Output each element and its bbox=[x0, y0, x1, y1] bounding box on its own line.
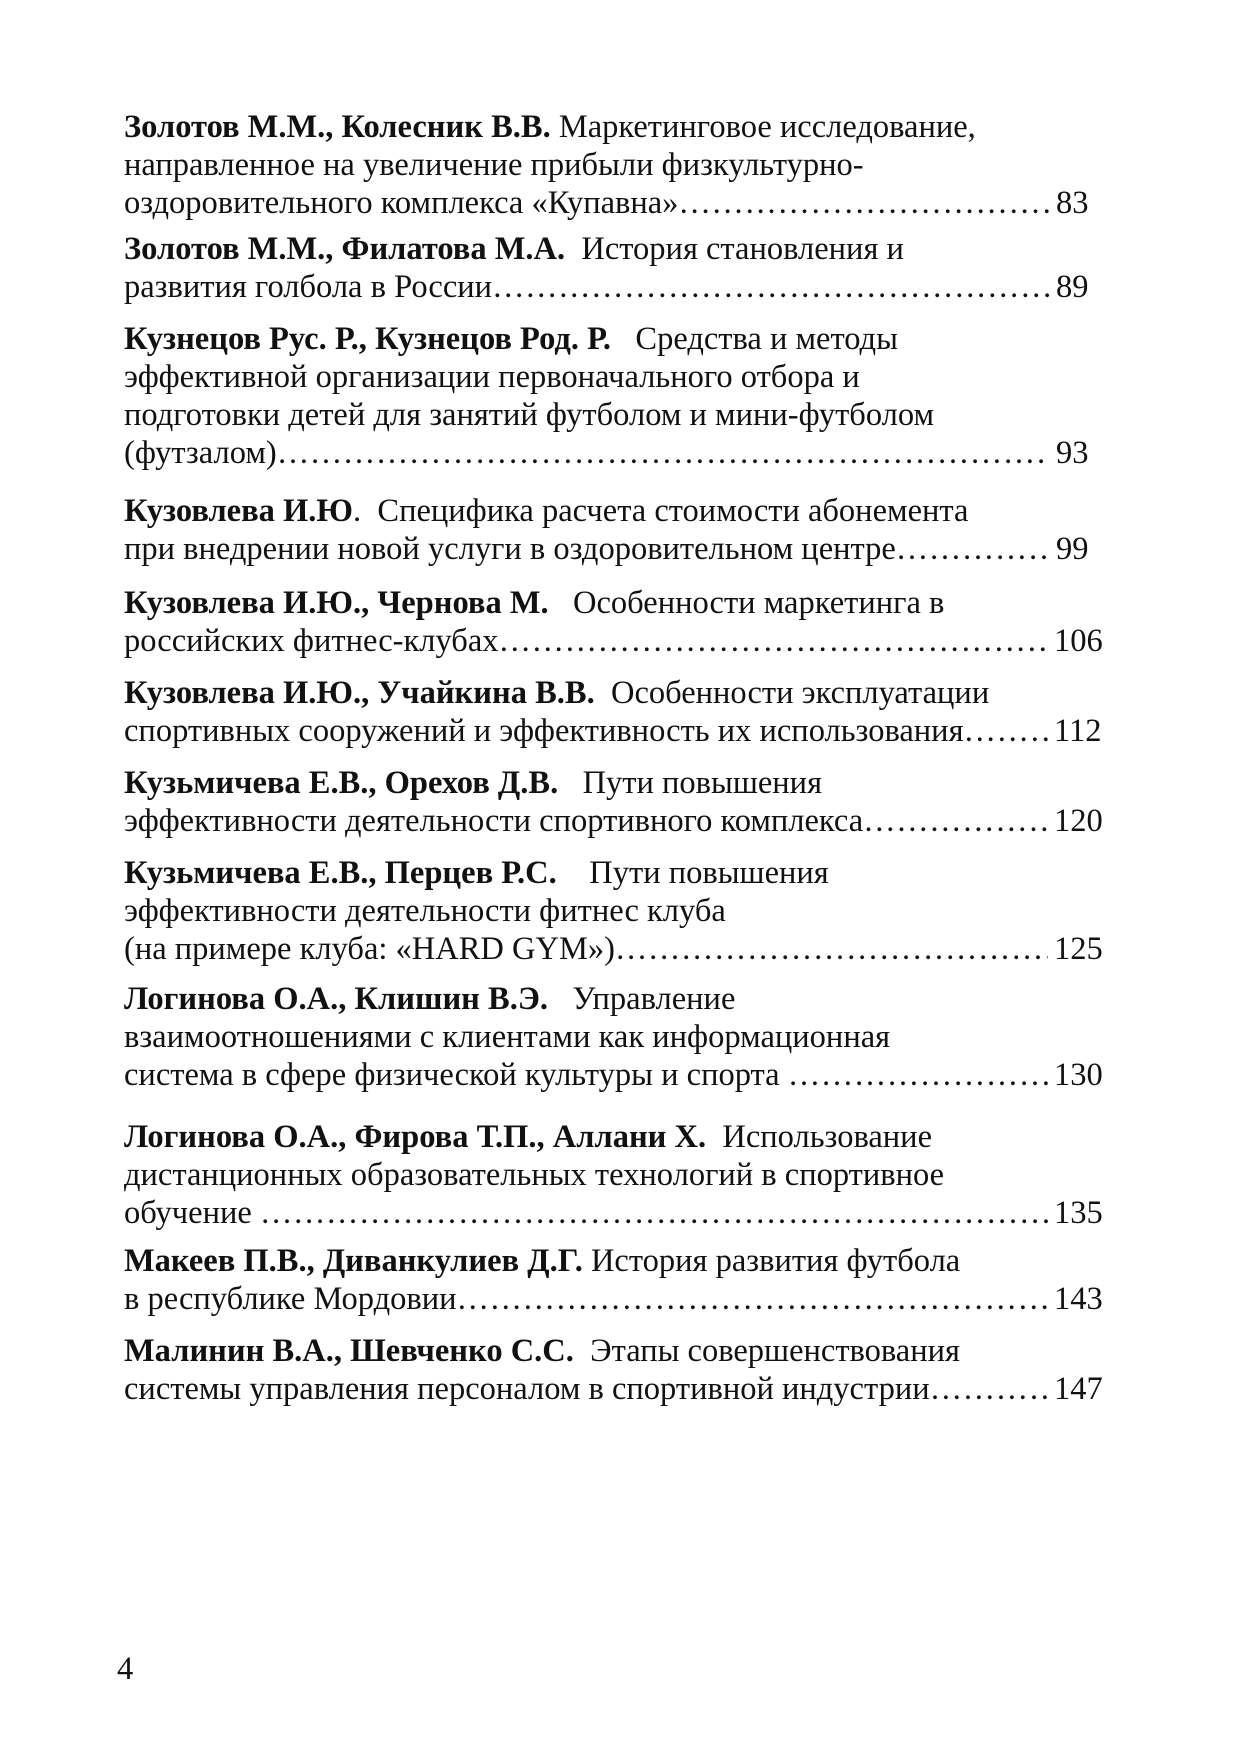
toc-entry-title: Пути повышения bbox=[556, 855, 829, 891]
toc-entry[interactable] bbox=[124, 674, 1114, 750]
toc-entry-page-number: 147 bbox=[1054, 1371, 1103, 1407]
toc-entry-title: система в сфере физической культуры и спорта bbox=[124, 1057, 788, 1093]
toc-entry[interactable] bbox=[124, 320, 1114, 472]
toc-entry-first-line bbox=[124, 764, 1114, 802]
toc-entry-last-line bbox=[124, 712, 1114, 750]
toc-entry-title-line: эффективной организации первоначального отбора и bbox=[124, 359, 860, 395]
toc-entry-last-line bbox=[124, 268, 1114, 306]
toc-entry-authors: Золотов М.М., Колесник В.В. bbox=[124, 109, 551, 145]
toc-entry-page-number: 125 bbox=[1054, 931, 1103, 967]
toc-entry-title: оздоровительного комплекса «Купавна» bbox=[124, 185, 679, 221]
toc-entry[interactable] bbox=[124, 980, 1114, 1094]
toc-entry-page-number: 83 bbox=[1056, 185, 1089, 221]
toc-entry[interactable] bbox=[124, 1332, 1114, 1408]
toc-entry-title: спортивных сооружений и эффективность их использования bbox=[124, 713, 964, 749]
toc-entry-title: (на примере клуба: «HARD GYM») bbox=[124, 931, 615, 967]
toc-entry-title: развития голбола в России bbox=[124, 269, 493, 305]
toc-entry-title: История развития футбола bbox=[582, 1243, 961, 1279]
toc-entry-first-line bbox=[124, 1118, 1114, 1156]
toc-entry-last-line bbox=[124, 1370, 1114, 1408]
toc-entry-authors: Кузьмичева Е.В., Орехов Д.В. bbox=[124, 765, 559, 801]
toc-entry-last-line bbox=[124, 184, 1114, 222]
toc-entry-last-line bbox=[124, 1056, 1114, 1094]
toc-entry-title: История становления и bbox=[565, 231, 904, 267]
toc-entry-title: эффективности деятельности спортивного комплекса bbox=[124, 803, 864, 839]
toc-entry-page-number: 99 bbox=[1056, 531, 1089, 567]
toc-entry-title: Пути повышения bbox=[558, 765, 823, 801]
toc-entry-page-number: 135 bbox=[1054, 1195, 1103, 1231]
toc-entry-last-line bbox=[124, 530, 1114, 568]
toc-entry-last-line bbox=[124, 930, 1114, 968]
dot-leader bbox=[964, 712, 1048, 750]
toc-entry-authors: Логинова О.А., Клишин В.Э. bbox=[124, 981, 548, 1017]
toc-entry-first-line bbox=[124, 854, 1114, 892]
toc-entry-last-line bbox=[124, 802, 1114, 840]
toc-entry[interactable] bbox=[124, 108, 1114, 222]
dot-leader bbox=[260, 1194, 1048, 1232]
toc-entry[interactable] bbox=[124, 492, 1114, 568]
toc-entry[interactable] bbox=[124, 230, 1114, 306]
toc-entry-first-line bbox=[124, 1332, 1114, 1370]
dot-leader bbox=[492, 268, 1050, 306]
toc-entry-first-line bbox=[124, 230, 1114, 268]
toc-entry-page-number: 112 bbox=[1054, 713, 1102, 749]
toc-entry-page-number: 89 bbox=[1056, 269, 1089, 305]
toc-entry-title: при внедрении новой услуги в оздоровительном центре bbox=[124, 531, 896, 567]
toc-entry[interactable] bbox=[124, 854, 1114, 968]
toc-entry-last-line bbox=[124, 1280, 1114, 1318]
toc-entry-authors: Кузнецов Рус. Р., Кузнецов Род. Р. bbox=[124, 321, 612, 357]
toc-entry-first-line bbox=[124, 108, 1114, 146]
toc-entry-title: российских фитнес-клубах bbox=[124, 623, 499, 659]
toc-entry-first-line bbox=[124, 584, 1114, 622]
toc-entry-authors: Малинин В.А., Шевченко С.С. bbox=[124, 1333, 574, 1369]
toc-entry[interactable] bbox=[124, 584, 1114, 660]
toc-entry-title: Управление bbox=[548, 981, 736, 1017]
toc-entry-authors: Кузовлева И.Ю., Учайкина В.В. bbox=[124, 675, 595, 711]
toc-entry-title-line: эффективности деятельности фитнес клуба bbox=[124, 893, 726, 929]
toc-entry-first-line bbox=[124, 320, 1114, 358]
toc-entry-page-number: 130 bbox=[1054, 1057, 1103, 1093]
dot-leader bbox=[930, 1370, 1048, 1408]
toc-entry[interactable] bbox=[124, 1118, 1114, 1232]
dot-leader bbox=[277, 434, 1050, 472]
toc-entry-title: Маркетинговое исследование, bbox=[550, 109, 976, 145]
dot-leader bbox=[457, 1280, 1048, 1318]
dot-leader bbox=[499, 622, 1049, 660]
dot-leader bbox=[788, 1056, 1048, 1094]
dot-leader bbox=[678, 184, 1050, 222]
toc-entry-last-line bbox=[124, 1194, 1114, 1232]
toc-entry-page-number: 93 bbox=[1056, 435, 1089, 471]
toc-entry-first-line bbox=[124, 492, 1114, 530]
toc-entry-first-line bbox=[124, 980, 1114, 1018]
toc-entry-title: (футзалом) bbox=[124, 435, 277, 471]
toc-entry-first-line bbox=[124, 1242, 1114, 1280]
toc-entry-title: . Специфика расчета стоимости абонемента bbox=[353, 493, 969, 529]
toc-entry-page-number: 143 bbox=[1054, 1281, 1103, 1317]
toc-entry-authors: Кузьмичева Е.В., Перцев Р.С. bbox=[124, 855, 557, 891]
toc-entry-title: Особенности маркетинга в bbox=[548, 585, 945, 621]
toc-entry-title: в республике Мордовии bbox=[124, 1281, 457, 1317]
toc-entry[interactable] bbox=[124, 764, 1114, 840]
toc-entry-authors: Макеев П.В., Диванкулиев Д.Г. bbox=[124, 1243, 583, 1279]
toc-entry-title: системы управления персоналом в спортивной индустрии bbox=[124, 1371, 930, 1407]
toc-entry-first-line bbox=[124, 674, 1114, 712]
toc-entry-title: Использование bbox=[706, 1119, 932, 1155]
toc-entry-title-line: дистанционных образовательных технологий в спортивное bbox=[124, 1157, 945, 1193]
toc-entry-authors: Кузовлева И.Ю., Чернова М. bbox=[124, 585, 549, 621]
toc-entry-title: Этапы совершенствования bbox=[573, 1333, 960, 1369]
toc-entry-authors: Логинова О.А., Фирова Т.П., Аллани Х. bbox=[124, 1119, 707, 1155]
toc-entry-title: обучение bbox=[124, 1195, 260, 1231]
toc-entry-title: Средства и методы bbox=[611, 321, 898, 357]
toc-entry-title-line: взаимоотношениями с клиентами как информационная bbox=[124, 1019, 891, 1055]
toc-entry-page-number: 106 bbox=[1054, 623, 1103, 659]
toc-entry-title-line: подготовки детей для занятий футболом и мини-футболом bbox=[124, 397, 935, 433]
toc-entry-authors: Золотов М.М., Филатова М.А. bbox=[124, 231, 566, 267]
dot-leader bbox=[615, 930, 1048, 968]
toc-entry-title-line: направленное на увеличение прибыли физкультурно- bbox=[124, 147, 864, 183]
dot-leader bbox=[896, 530, 1050, 568]
toc-entry-page-number: 120 bbox=[1054, 803, 1103, 839]
toc-entry[interactable] bbox=[124, 1242, 1114, 1318]
toc-entry-authors: Кузовлева И.Ю bbox=[124, 493, 354, 529]
toc-entry-last-line bbox=[124, 434, 1114, 472]
page-number: 4 bbox=[117, 1651, 134, 1687]
toc-entry-last-line bbox=[124, 622, 1114, 660]
toc-entry-title: Особенности эксплуатации bbox=[594, 675, 990, 711]
dot-leader bbox=[863, 802, 1048, 840]
